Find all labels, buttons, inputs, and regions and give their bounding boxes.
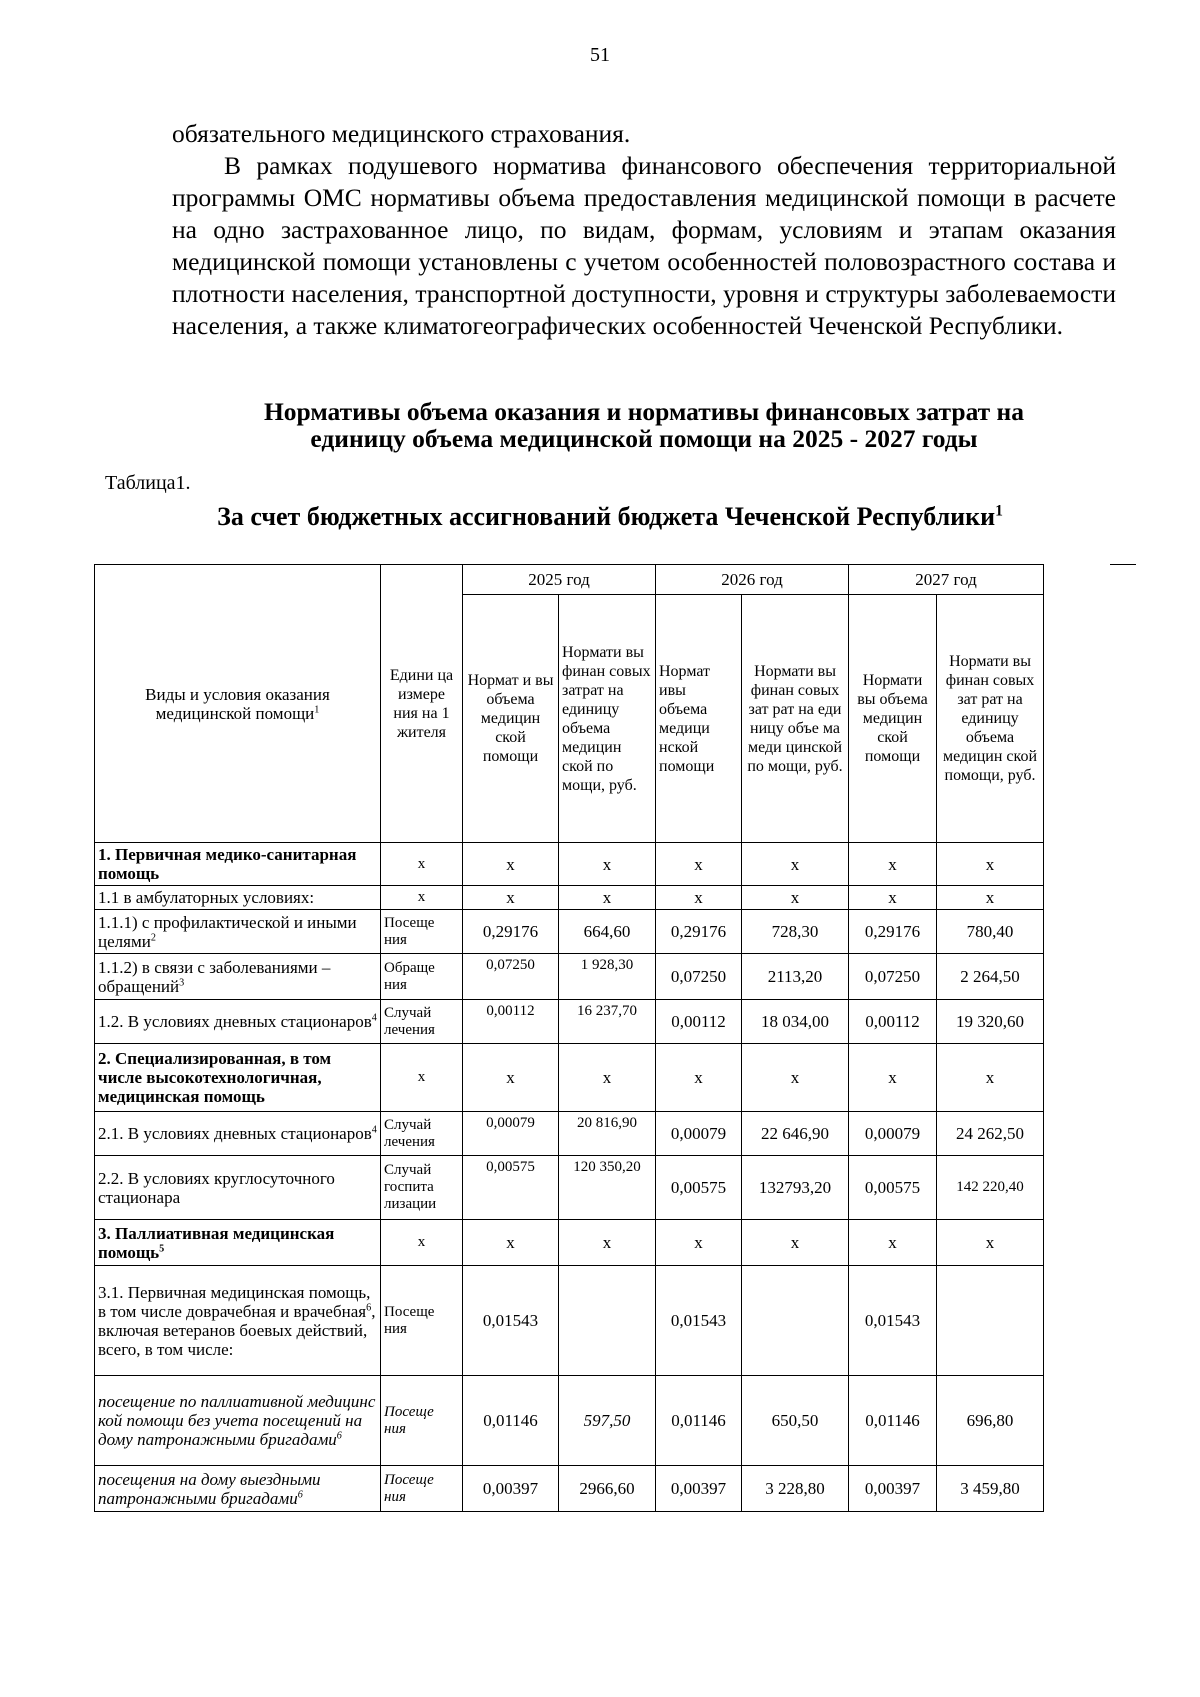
cell-v26: x — [656, 1220, 742, 1266]
cell-v25: 0,00575 — [463, 1156, 559, 1220]
cell-f27: x — [937, 1220, 1044, 1266]
cell-f25: x — [559, 843, 656, 886]
cell-v27: x — [849, 1044, 937, 1112]
cell-f25: 1 928,30 — [559, 954, 656, 1000]
cell-v27: x — [849, 843, 937, 886]
cell-f26: x — [742, 1044, 849, 1112]
cell-f26: 22 646,90 — [742, 1112, 849, 1156]
table-row — [95, 1000, 1111, 1044]
footnote-ref: 4 — [371, 1124, 377, 1136]
table-row — [95, 1044, 1111, 1112]
cell-f25: x — [559, 1044, 656, 1112]
cell-v26: 0,07250 — [656, 954, 742, 1000]
cell-f27: x — [937, 1044, 1044, 1112]
cell-v27: x — [849, 1220, 937, 1266]
header-vol-2025: Нормат и вы объема медицин ской помощи — [463, 595, 559, 843]
cell-f25: 20 816,90 — [559, 1112, 656, 1156]
row-name-text: 2.1. В условиях дневных стационаров — [98, 1124, 372, 1143]
table-spacer — [1044, 1220, 1111, 1266]
cell-v27: 0,00397 — [849, 1466, 937, 1512]
table-label: Таблица1. — [105, 472, 191, 494]
cell-unit: Посеще ния — [381, 1376, 463, 1466]
header-year-2026: 2026 год — [656, 565, 849, 595]
cell-v25: 0,29176 — [463, 910, 559, 954]
row-name-tail: , включая ветеранов боевых действий, всего, в том числе: — [98, 1301, 376, 1359]
cell-unit: x — [381, 886, 463, 910]
row-name-text: посещения на дому выездными патронажными бригадами — [98, 1469, 321, 1508]
cell-unit: Случай госпита лизации — [381, 1156, 463, 1220]
cell-v26: 0,00575 — [656, 1156, 742, 1220]
table-spacer — [1044, 1376, 1111, 1466]
table-spacer — [1044, 1044, 1111, 1112]
cell-v27: x — [849, 886, 937, 910]
row-name-text: 1.1 в амбулаторных условиях: — [98, 888, 315, 907]
table-row — [95, 1466, 1111, 1512]
cell-v25: 0,00112 — [463, 1000, 559, 1044]
paragraph-body: В рамках подушевого норматива финансового обеспечения территориальной программы ОМС нормативы объема предоставления медицинской помощи в расчете на одно застрахованное лицо, по видам, формам, условиям и этапам оказания медицинской помощи установлены с учетом особенностей половозрастного состава и плотности населения, транспортной доступности, уровня и структуры заболеваемости населения, а также климатогеографических особенностей Чеченской Республики. — [172, 151, 1116, 340]
table-subtitle-text: За счет бюджетных ассигнований бюджета Чеченской Республики — [217, 502, 996, 531]
cell-v26: 0,00397 — [656, 1466, 742, 1512]
header-unit: Едини ца измере ния на 1 жителя — [381, 565, 463, 843]
table-row — [95, 910, 1111, 954]
cell-f27: 696,80 — [937, 1376, 1044, 1466]
header-name: Виды и условия оказания медицинской помощи — [145, 684, 330, 723]
section-heading-line2: единицу объема медицинской помощи на 2025 - 2027 годы — [310, 424, 978, 453]
cell-v26: 0,00079 — [656, 1112, 742, 1156]
cell-f27: 3 459,80 — [937, 1466, 1044, 1512]
header-year-2027: 2027 год — [849, 565, 1044, 595]
footnote-ref: 6 — [336, 1430, 342, 1442]
cell-f26: 3 228,80 — [742, 1466, 849, 1512]
cell-f25: x — [559, 1220, 656, 1266]
header-vol-2027: Нормати вы объема медицин ской помощи — [849, 595, 937, 843]
row-name — [95, 886, 381, 910]
row-name-text: посещение по паллиативной медицинс кой помощи без учета посещений на дому патронажными бригадами — [98, 1392, 376, 1449]
row-name — [95, 1156, 381, 1220]
table-row — [95, 1220, 1111, 1266]
cell-f25: 120 350,20 — [559, 1156, 656, 1220]
row-name-text: 2.2. В условиях круглосуточного стационара — [98, 1168, 335, 1207]
cell-v26: 0,01146 — [656, 1376, 742, 1466]
row-name — [95, 1376, 381, 1466]
cell-f25: 597,50 — [559, 1376, 656, 1466]
table-spacer — [1044, 1156, 1111, 1220]
cell-f25: 2966,60 — [559, 1466, 656, 1512]
table-spacer — [1044, 1112, 1111, 1156]
row-name — [95, 1266, 381, 1376]
cell-f26 — [742, 1266, 849, 1376]
cell-f27: 780,40 — [937, 910, 1044, 954]
cell-v26: 0,29176 — [656, 910, 742, 954]
cell-f25 — [559, 1266, 656, 1376]
section-heading — [172, 398, 1116, 452]
row-name-text: 1.2. В условиях дневных стационаров — [98, 1012, 372, 1031]
cell-f26: 132793,20 — [742, 1156, 849, 1220]
cell-f26: x — [742, 843, 849, 886]
table-row — [95, 1266, 1111, 1376]
row-name — [95, 1112, 381, 1156]
table-row — [95, 1156, 1111, 1220]
header-name-cell — [95, 565, 381, 843]
cell-v27: 0,01543 — [849, 1266, 937, 1376]
cell-f25: 16 237,70 — [559, 1000, 656, 1044]
cell-v27: 0,00112 — [849, 1000, 937, 1044]
footnote-ref: 3 — [179, 976, 185, 988]
cell-f26: x — [742, 886, 849, 910]
row-name — [95, 1044, 381, 1112]
cell-f27: 2 264,50 — [937, 954, 1044, 1000]
footnote-ref: 1 — [995, 502, 1003, 520]
header-fin-2027: Нормати вы финан совых зат рат на единицу объема медицин ской помощи, руб. — [937, 595, 1044, 843]
footnote-ref: 6 — [297, 1488, 303, 1500]
cell-unit: Обраще ния — [381, 954, 463, 1000]
table-spacer — [1044, 843, 1111, 886]
footnote-ref: 5 — [159, 1242, 165, 1254]
paragraph-intro: обязательного медицинского страхования. — [172, 119, 631, 148]
page-number: 51 — [590, 44, 610, 66]
cell-unit: Случай лечения — [381, 1112, 463, 1156]
cell-v25: x — [463, 886, 559, 910]
cell-f26: 650,50 — [742, 1376, 849, 1466]
footnote-ref: 2 — [150, 931, 156, 943]
section-heading-line1: Нормативы объема оказания и нормативы финансовых затрат на — [263, 397, 1025, 426]
cell-v25: x — [463, 1044, 559, 1112]
cell-f27: x — [937, 886, 1044, 910]
row-name — [95, 843, 381, 886]
cell-v25: x — [463, 843, 559, 886]
cell-v26: 0,00112 — [656, 1000, 742, 1044]
cell-v27: 0,00079 — [849, 1112, 937, 1156]
table-spacer — [1044, 1466, 1111, 1512]
header-fin-2026: Нормати вы финан совых зат рат на еди ницу объе ма меди цинской по мощи, руб. — [742, 595, 849, 843]
cell-v25: 0,07250 — [463, 954, 559, 1000]
footnote-ref: 6 — [366, 1301, 372, 1313]
cell-v25: 0,01543 — [463, 1266, 559, 1376]
table-row — [95, 843, 1111, 886]
table-row — [95, 886, 1111, 910]
cell-f26: x — [742, 1220, 849, 1266]
cell-v25: 0,00397 — [463, 1466, 559, 1512]
cell-f27: 24 262,50 — [937, 1112, 1044, 1156]
cell-v27: 0,29176 — [849, 910, 937, 954]
header-fin-2025: Нормати вы финан совых затрат на единицу объема медицин ской по мощи, руб. — [559, 595, 656, 843]
table-top-rule-extension — [1110, 564, 1136, 565]
row-name-text: 1.1.1) с профилактической и иными целями — [98, 912, 357, 951]
norms-table — [94, 564, 1111, 1512]
row-name-text: 1. Первичная медико-санитарная помощь — [98, 845, 357, 883]
cell-f27: 142 220,40 — [937, 1156, 1044, 1220]
row-name — [95, 1466, 381, 1512]
cell-v25: x — [463, 1220, 559, 1266]
cell-f25: 664,60 — [559, 910, 656, 954]
table-spacer — [1044, 1266, 1111, 1376]
row-name-text: 1.1.2) в связи с заболеваниями – обращений — [98, 957, 331, 996]
cell-unit: Случай лечения — [381, 1000, 463, 1044]
cell-f27 — [937, 1266, 1044, 1376]
cell-v25: 0,00079 — [463, 1112, 559, 1156]
row-name — [95, 954, 381, 1000]
cell-f27: 19 320,60 — [937, 1000, 1044, 1044]
cell-unit: Посеще ния — [381, 1466, 463, 1512]
row-name-text: 3. Паллиативная медицинская помощь — [98, 1223, 335, 1262]
cell-f26: 18 034,00 — [742, 1000, 849, 1044]
row-name — [95, 910, 381, 954]
table-row — [95, 954, 1111, 1000]
row-name — [95, 1000, 381, 1044]
cell-v26: x — [656, 1044, 742, 1112]
cell-unit: Посеще ния — [381, 910, 463, 954]
cell-v27: 0,07250 — [849, 954, 937, 1000]
cell-unit: Посеще ния — [381, 1266, 463, 1376]
cell-v27: 0,00575 — [849, 1156, 937, 1220]
table-spacer — [1044, 886, 1111, 910]
table-subtitle — [105, 502, 1115, 532]
table-spacer — [1044, 910, 1111, 954]
footnote-ref: 4 — [371, 1012, 377, 1024]
table-spacer — [1044, 954, 1111, 1000]
cell-v26: x — [656, 886, 742, 910]
cell-v25: 0,01146 — [463, 1376, 559, 1466]
table-row — [95, 1376, 1111, 1466]
cell-unit: x — [381, 843, 463, 886]
cell-f25: x — [559, 886, 656, 910]
cell-f27: x — [937, 843, 1044, 886]
cell-unit: x — [381, 1220, 463, 1266]
cell-f26: 2113,20 — [742, 954, 849, 1000]
table-row — [95, 1112, 1111, 1156]
header-year-2025: 2025 год — [463, 565, 656, 595]
cell-f26: 728,30 — [742, 910, 849, 954]
table-spacer — [1044, 565, 1111, 843]
footnote-ref: 1 — [314, 703, 320, 715]
cell-v26: 0,01543 — [656, 1266, 742, 1376]
header-vol-2026: Нормат ивы объема медици нской помощи — [656, 595, 742, 843]
table-spacer — [1044, 1000, 1111, 1044]
cell-unit: x — [381, 1044, 463, 1112]
cell-v26: x — [656, 843, 742, 886]
row-name-text: 3.1. Первичная медицинская помощь, в том числе доврачебная и врачебная — [98, 1282, 371, 1321]
row-name — [95, 1220, 381, 1266]
cell-v27: 0,01146 — [849, 1376, 937, 1466]
row-name-text: 2. Специализированная, в том числе высокотехнологичная, медицинская помощь — [98, 1049, 332, 1106]
